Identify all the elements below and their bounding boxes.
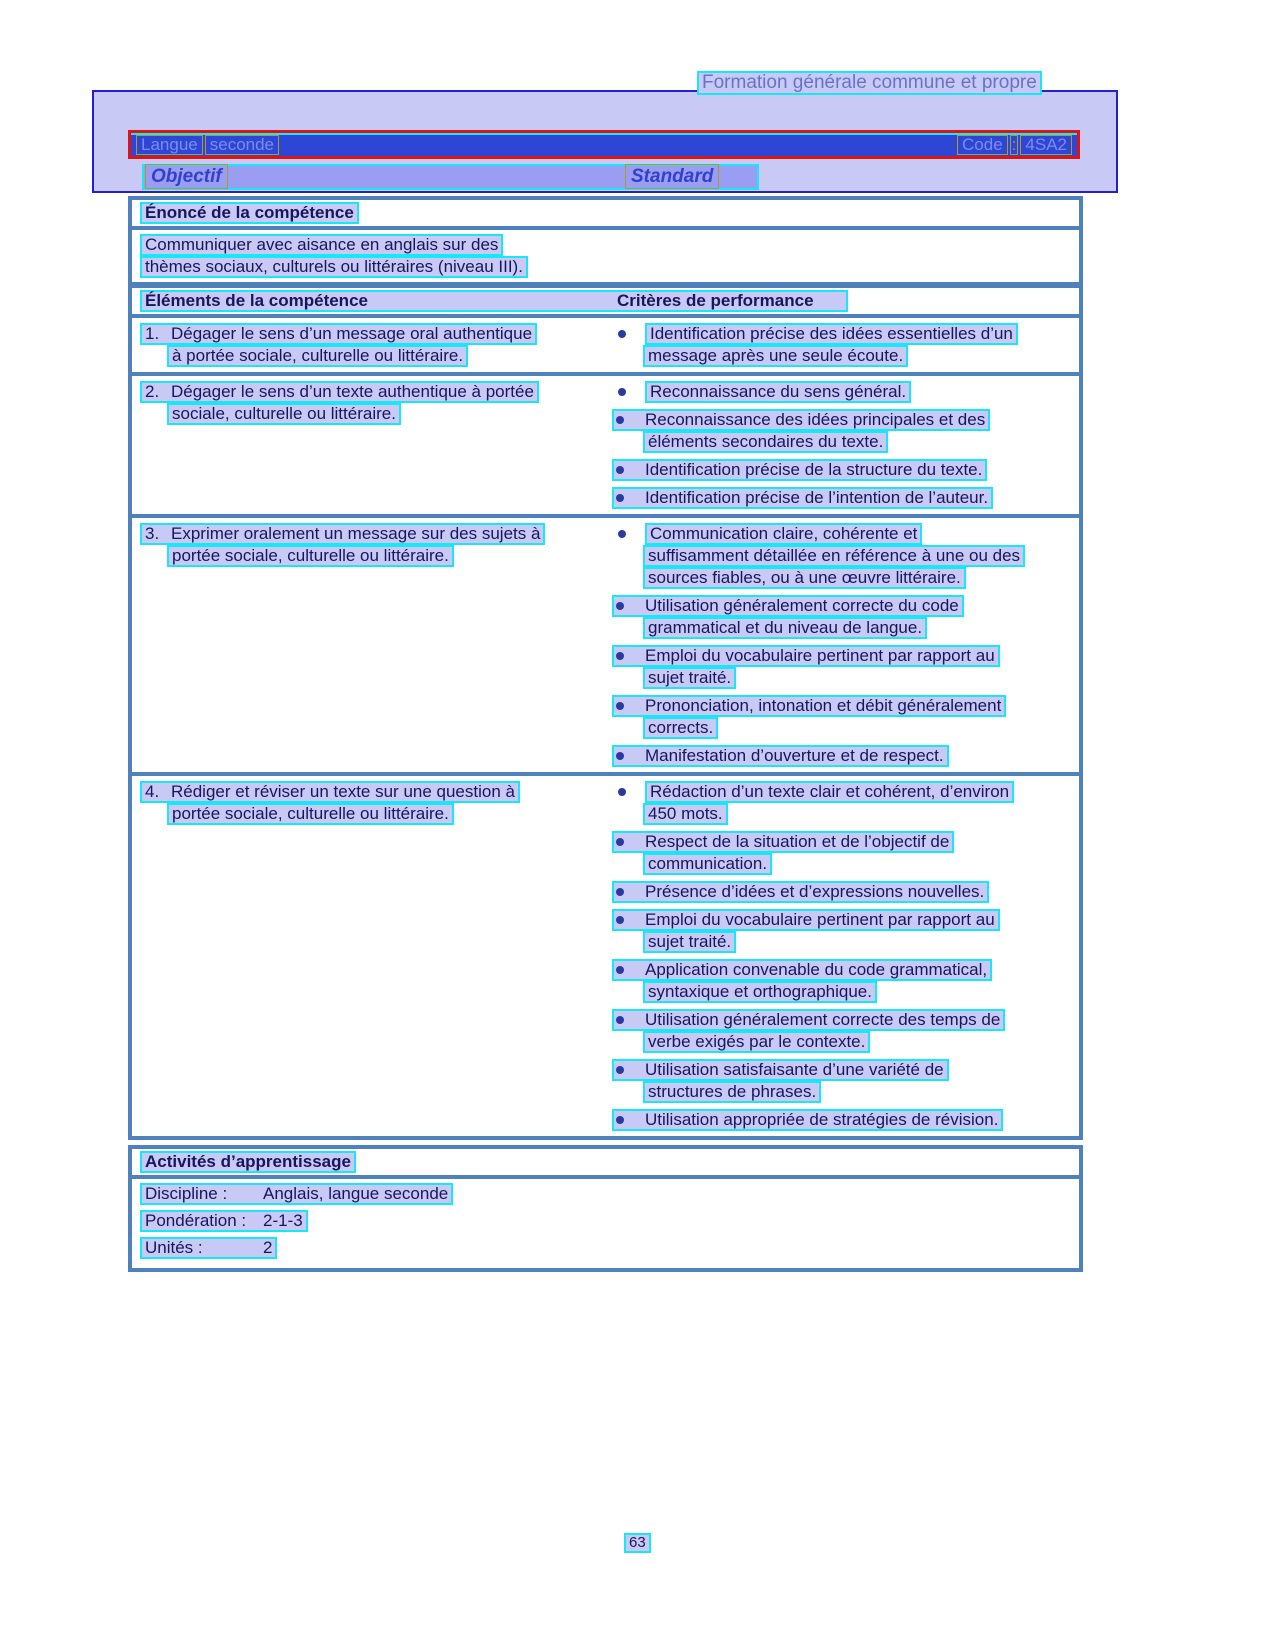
activity-text bbox=[140, 1183, 453, 1205]
activities-body bbox=[132, 1179, 1079, 1268]
element-text: 2. Dégager le sens d’un texte authentique à portée bbox=[140, 381, 539, 403]
code-label: Code bbox=[957, 135, 1008, 155]
bullet-icon bbox=[618, 388, 626, 396]
criterion-text: sources fiables, ou à une œuvre littéraire. bbox=[643, 567, 966, 589]
bullet-icon bbox=[616, 838, 624, 846]
criterion bbox=[612, 595, 1079, 639]
criterion-text: Utilisation appropriée de stratégies de révision. bbox=[612, 1109, 1003, 1131]
criterion-text: message après une seule écoute. bbox=[643, 345, 908, 367]
criterion bbox=[612, 645, 1079, 689]
criterion-line bbox=[612, 745, 1079, 767]
criterion-line bbox=[612, 409, 1079, 431]
bullet-icon bbox=[618, 330, 626, 338]
activities-table bbox=[128, 1145, 1083, 1272]
criterion-text: Reconnaissance des idées principales et des bbox=[612, 409, 990, 431]
bullet-icon bbox=[616, 416, 624, 424]
criterion-line bbox=[612, 1109, 1079, 1131]
criterion bbox=[612, 323, 1079, 367]
criterion-text: structures de phrases. bbox=[643, 1081, 821, 1103]
criterion-line bbox=[612, 617, 1079, 639]
criterion-text: Utilisation généralement correcte des temps de bbox=[612, 1009, 1005, 1031]
criteria-cell bbox=[612, 781, 1079, 1131]
criterion bbox=[612, 831, 1079, 875]
criterion bbox=[612, 381, 1079, 403]
criterion-text: Rédaction d’un texte clair et cohérent, d’environ bbox=[645, 781, 1014, 803]
item-number: 4. bbox=[145, 782, 160, 801]
column-headers-band bbox=[142, 164, 759, 190]
bullet-icon bbox=[616, 494, 624, 502]
code-value: 4SA2 bbox=[1020, 135, 1072, 155]
course-title bbox=[136, 135, 279, 155]
criteria-cell bbox=[612, 381, 1079, 509]
enonce-text: thèmes sociaux, culturels ou littéraires (niveau III). bbox=[140, 256, 528, 278]
criterion-line bbox=[612, 523, 1079, 545]
criterion-text: Application convenable du code grammatical, bbox=[612, 959, 992, 981]
criterion bbox=[612, 1059, 1079, 1103]
element-text: 4. Rédiger et réviser un texte sur une question à bbox=[140, 781, 520, 803]
bullet-icon bbox=[618, 788, 626, 796]
criterion-line bbox=[612, 431, 1079, 453]
page-number bbox=[624, 1533, 651, 1553]
column-objectif-label: Objectif bbox=[145, 164, 228, 189]
column-standard-label: Standard bbox=[625, 164, 719, 189]
criterion bbox=[612, 959, 1079, 1003]
course-banner bbox=[128, 130, 1080, 159]
element-text: à portée sociale, culturelle ou littéraire. bbox=[167, 345, 468, 367]
criterion-text: communication. bbox=[643, 853, 772, 875]
criterion-text: grammatical et du niveau de langue. bbox=[643, 617, 927, 639]
bullet-icon bbox=[616, 652, 624, 660]
activity-text bbox=[140, 1210, 308, 1232]
header-block bbox=[92, 90, 1118, 193]
enonce-text: Communiquer avec aisance en anglais sur des bbox=[140, 234, 503, 256]
criterion-line bbox=[612, 459, 1079, 481]
element-line bbox=[140, 781, 612, 803]
course-title-word: Langue bbox=[136, 135, 203, 155]
criterion bbox=[612, 523, 1079, 589]
item-number: 2. bbox=[145, 382, 160, 401]
criterion-text: Identification précise de l’intention de l’auteur. bbox=[612, 487, 993, 509]
criterion-text: Emploi du vocabulaire pertinent par rapport au bbox=[612, 909, 1000, 931]
element-line bbox=[140, 803, 612, 825]
enonce-title: Énoncé de la compétence bbox=[140, 202, 359, 224]
element-cell bbox=[140, 523, 612, 767]
criterion-text: Présence d’idées et d’expressions nouvelles. bbox=[612, 881, 989, 903]
competence-row bbox=[132, 514, 1079, 772]
activities-title: Activités d’apprentissage bbox=[140, 1151, 356, 1173]
criterion-line bbox=[612, 667, 1079, 689]
element-line bbox=[140, 403, 612, 425]
competence-rows bbox=[132, 318, 1079, 1136]
criterion-line bbox=[612, 717, 1079, 739]
element-cell bbox=[140, 381, 612, 509]
bullet-icon bbox=[616, 466, 624, 474]
criterion-text: corrects. bbox=[643, 717, 718, 739]
criterion bbox=[612, 459, 1079, 481]
criterion bbox=[612, 409, 1079, 453]
element-line bbox=[140, 545, 612, 567]
criterion-line bbox=[612, 695, 1079, 717]
activity-value: 2 bbox=[263, 1238, 273, 1257]
item-number: 1. bbox=[145, 324, 160, 343]
element-line bbox=[140, 381, 612, 403]
criterion bbox=[612, 745, 1079, 767]
element-line bbox=[140, 523, 612, 545]
criterion-line bbox=[612, 1081, 1079, 1103]
item-number: 3. bbox=[145, 524, 160, 543]
activity-row bbox=[140, 1237, 1079, 1264]
criterion bbox=[612, 881, 1079, 903]
competence-header-row bbox=[132, 288, 1079, 314]
element-cell bbox=[140, 323, 612, 367]
criterion bbox=[612, 909, 1079, 953]
criterion-text: suffisamment détaillée en référence à une ou des bbox=[643, 545, 1025, 567]
criterion-line bbox=[612, 981, 1079, 1003]
criterion-line bbox=[612, 931, 1079, 953]
criterion-line bbox=[612, 781, 1079, 803]
elements-header: Éléments de la compétence bbox=[145, 291, 368, 310]
enonce-line bbox=[140, 256, 1079, 278]
competence-table bbox=[128, 284, 1083, 1140]
criterion-line bbox=[612, 1009, 1079, 1031]
criterion-text: Reconnaissance du sens général. bbox=[645, 381, 911, 403]
criterion-line bbox=[612, 831, 1079, 853]
criterion-line bbox=[612, 909, 1079, 931]
competence-row bbox=[132, 372, 1079, 514]
criterion-text: éléments secondaires du texte. bbox=[643, 431, 888, 453]
criterion-line bbox=[612, 545, 1079, 567]
element-text: portée sociale, culturelle ou littéraire. bbox=[167, 545, 454, 567]
criterion bbox=[612, 487, 1079, 509]
criterion-text: verbe exigés par le contexte. bbox=[643, 1031, 870, 1053]
criteria-cell bbox=[612, 323, 1079, 367]
bullet-icon bbox=[616, 1116, 624, 1124]
criterion-text: Identification précise de la structure du texte. bbox=[612, 459, 987, 481]
criterion-line bbox=[612, 853, 1079, 875]
criterion bbox=[612, 1009, 1079, 1053]
criterion-text: sujet traité. bbox=[643, 667, 736, 689]
activity-label: Pondération : bbox=[145, 1211, 247, 1230]
course-title-word: seconde bbox=[205, 135, 279, 155]
criterion-line bbox=[612, 881, 1079, 903]
criterion-line bbox=[612, 1031, 1079, 1053]
enonce-header bbox=[132, 200, 1079, 226]
activity-text bbox=[140, 1237, 277, 1259]
bullet-icon bbox=[616, 752, 624, 760]
enonce-line bbox=[140, 234, 1079, 256]
criterion-line bbox=[612, 381, 1079, 403]
bullet-icon bbox=[616, 1016, 624, 1024]
element-line bbox=[140, 323, 612, 345]
element-cell bbox=[140, 781, 612, 1131]
course-code bbox=[957, 135, 1072, 155]
criterion-line bbox=[612, 487, 1079, 509]
activity-value: 2-1-3 bbox=[263, 1211, 303, 1230]
criterion-text: Utilisation généralement correcte du code bbox=[612, 595, 964, 617]
bullet-icon bbox=[616, 888, 624, 896]
criterion-line bbox=[612, 323, 1079, 345]
activity-label: Discipline : bbox=[145, 1184, 228, 1203]
criterion-line bbox=[612, 595, 1079, 617]
activity-row bbox=[140, 1210, 1079, 1237]
competence-row bbox=[132, 318, 1079, 372]
criterion-text: sujet traité. bbox=[643, 931, 736, 953]
activity-row bbox=[140, 1183, 1079, 1210]
criterion-line bbox=[612, 645, 1079, 667]
activity-value: Anglais, langue seconde bbox=[263, 1184, 449, 1203]
competence-row bbox=[132, 772, 1079, 1136]
code-separator: : bbox=[1011, 134, 1017, 154]
criterion-line bbox=[612, 567, 1079, 589]
element-text: 1. Dégager le sens d’un message oral authentique bbox=[140, 323, 537, 345]
competence-header-band bbox=[140, 290, 848, 312]
criterion-text: Communication claire, cohérente et bbox=[645, 523, 922, 545]
criterion bbox=[612, 781, 1079, 825]
enonce-body bbox=[132, 230, 1079, 282]
criterion-text: Prononciation, intonation et débit généralement bbox=[612, 695, 1006, 717]
criterion-text: Utilisation satisfaisante d’une variété de bbox=[612, 1059, 949, 1081]
criterion-line bbox=[612, 345, 1079, 367]
criterion bbox=[612, 695, 1079, 739]
bullet-icon bbox=[616, 1066, 624, 1074]
element-text: sociale, culturelle ou littéraire. bbox=[167, 403, 401, 425]
criterion-line bbox=[612, 803, 1079, 825]
header-note bbox=[697, 71, 1042, 95]
criterion-line bbox=[612, 1059, 1079, 1081]
activities-header bbox=[132, 1149, 1079, 1175]
criterion-line bbox=[612, 959, 1079, 981]
bullet-icon bbox=[616, 966, 624, 974]
bullet-icon bbox=[616, 702, 624, 710]
element-line bbox=[140, 345, 612, 367]
element-text: portée sociale, culturelle ou littéraire. bbox=[167, 803, 454, 825]
criterion-text: 450 mots. bbox=[643, 803, 728, 825]
criterion bbox=[612, 1109, 1079, 1131]
enonce-table bbox=[128, 196, 1083, 286]
element-text: 3. Exprimer oralement un message sur des sujets à bbox=[140, 523, 545, 545]
criterion-text: syntaxique et orthographique. bbox=[643, 981, 877, 1003]
criteria-cell bbox=[612, 523, 1079, 767]
activity-label: Unités : bbox=[145, 1238, 203, 1257]
criterion-text: Emploi du vocabulaire pertinent par rapport au bbox=[612, 645, 1000, 667]
bullet-icon bbox=[616, 602, 624, 610]
header-note-text: Formation générale commune et propre bbox=[697, 71, 1042, 95]
criterion-text: Identification précise des idées essentielles d’un bbox=[645, 323, 1018, 345]
criterion-text: Manifestation d’ouverture et de respect. bbox=[612, 745, 949, 767]
bullet-icon bbox=[616, 916, 624, 924]
page-number-text: 63 bbox=[624, 1533, 651, 1553]
bullet-icon bbox=[618, 530, 626, 538]
criterion-text: Respect de la situation et de l’objectif de bbox=[612, 831, 954, 853]
criteres-header: Critères de performance bbox=[617, 291, 814, 310]
